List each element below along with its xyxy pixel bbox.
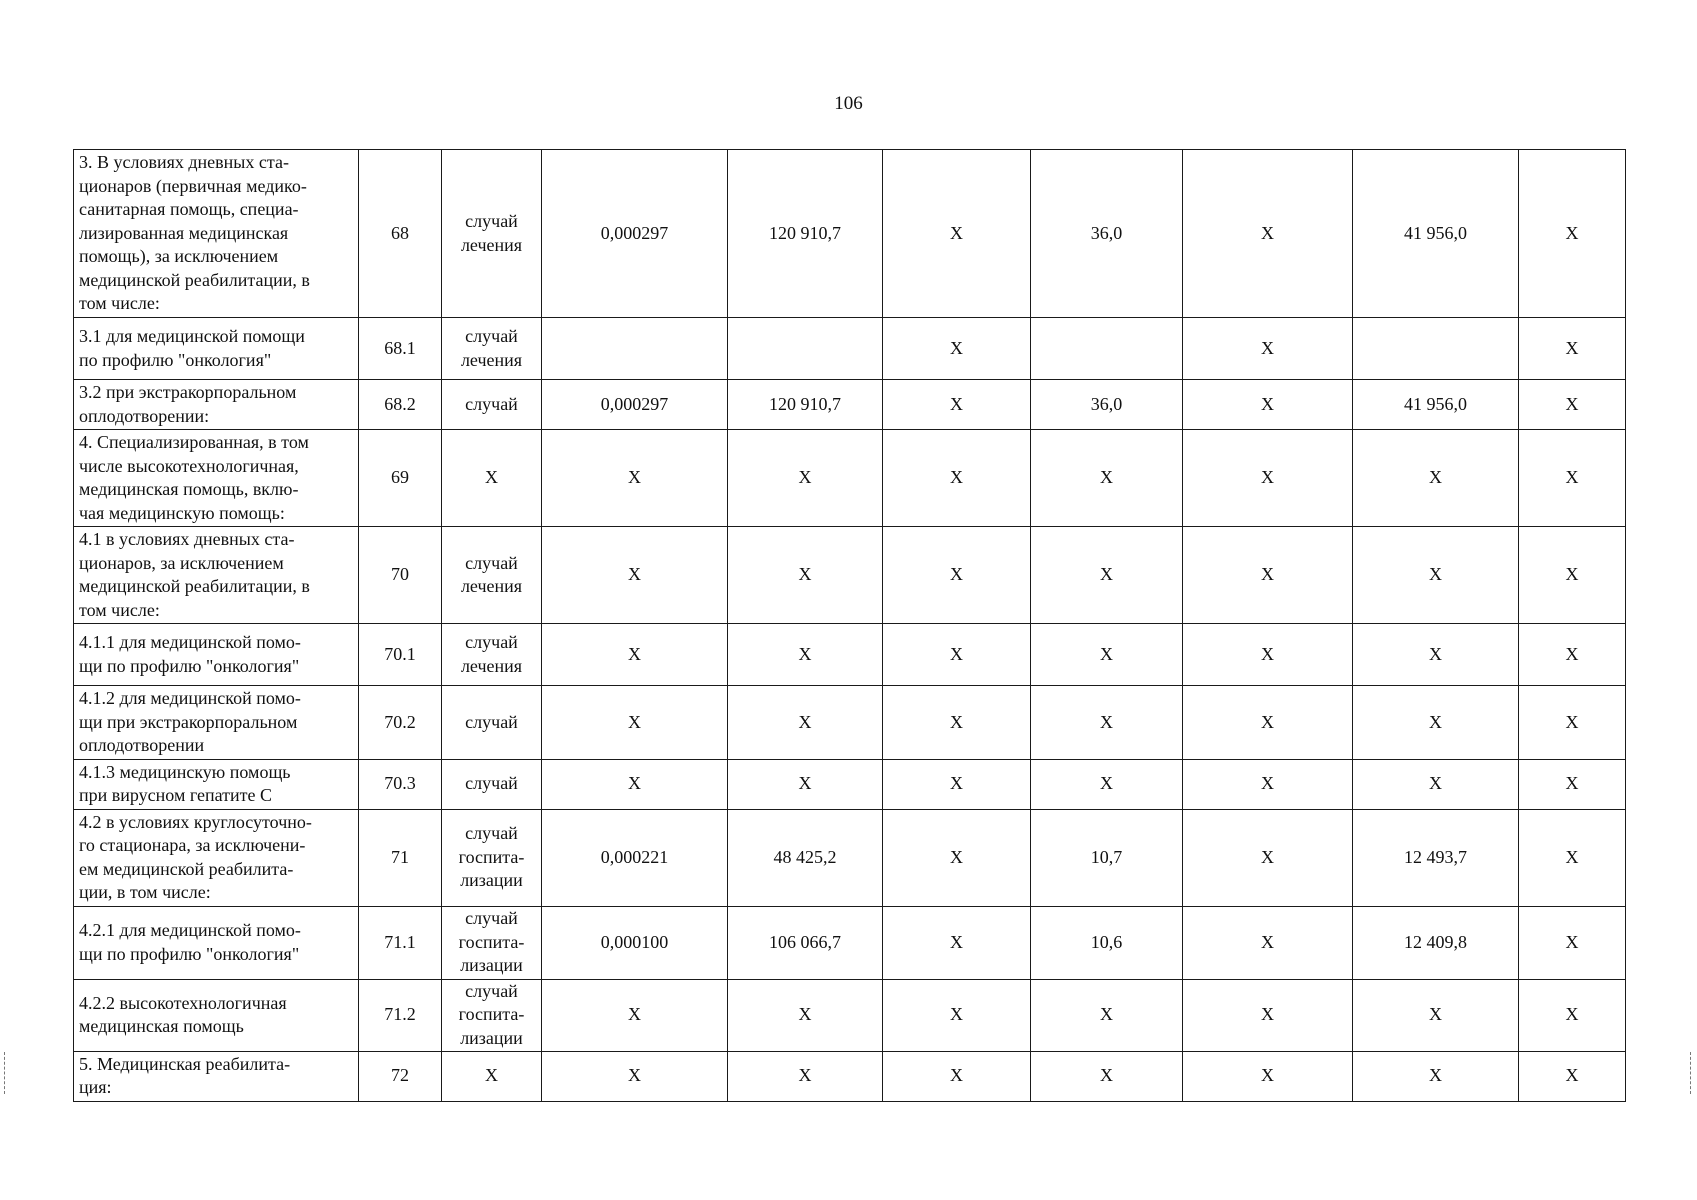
table-row (74, 759, 1626, 809)
cell-col-9: 41 956,0 (1353, 380, 1519, 430)
cell-code: 70.1 (359, 624, 442, 686)
table-row (74, 430, 1626, 527)
cell-unit: случай госпита- лизации (442, 906, 542, 979)
cell-col-5: X (728, 430, 883, 527)
cell-col-4: 0,000297 (542, 380, 728, 430)
cell-col-5: X (728, 686, 883, 760)
cell-name: 4. Специализированная, в том числе высокотехнологичная, медицинская помощь, вклю- чая медицинскую помощь: (74, 430, 359, 527)
cell-col-4: X (542, 527, 728, 624)
cell-col-6: X (883, 527, 1031, 624)
cell-col-5: 48 425,2 (728, 809, 883, 906)
cell-col-8: X (1183, 318, 1353, 380)
cell-unit: X (442, 1051, 542, 1101)
cell-unit: X (442, 430, 542, 527)
cell-col-9: X (1353, 759, 1519, 809)
cell-name: 4.1 в условиях дневных ста- ционаров, за исключением медицинской реабилитации, в том числе: (74, 527, 359, 624)
table-row (74, 150, 1626, 318)
cell-col-8: X (1183, 430, 1353, 527)
table-row (74, 809, 1626, 906)
cell-col-5: X (728, 527, 883, 624)
cell-name: 4.2.1 для медицинской помо- щи по профилю "онкология" (74, 906, 359, 979)
right-edge-mark (1690, 1052, 1693, 1094)
cell-col-5: 120 910,7 (728, 380, 883, 430)
cell-col-7: 36,0 (1031, 380, 1183, 430)
cell-col-5: 106 066,7 (728, 906, 883, 979)
cell-col-7: X (1031, 1051, 1183, 1101)
cell-col-7: X (1031, 624, 1183, 686)
cell-col-4: X (542, 1051, 728, 1101)
table-row (74, 380, 1626, 430)
cell-col-4: 0,000100 (542, 906, 728, 979)
table-row (74, 906, 1626, 979)
cell-code: 71.2 (359, 979, 442, 1051)
table-row (74, 318, 1626, 380)
cell-code: 71 (359, 809, 442, 906)
cell-code: 70 (359, 527, 442, 624)
cell-col-4: X (542, 979, 728, 1051)
cell-unit: случай госпита- лизации (442, 809, 542, 906)
cell-col-10: X (1519, 686, 1626, 760)
cell-col-8: X (1183, 979, 1353, 1051)
cell-code: 69 (359, 430, 442, 527)
cell-col-5: 120 910,7 (728, 150, 883, 318)
cell-col-9: X (1353, 430, 1519, 527)
cell-col-6: X (883, 686, 1031, 760)
cell-col-7: X (1031, 979, 1183, 1051)
cell-name: 4.1.2 для медицинской помо- щи при экстракорпоральном оплодотворении (74, 686, 359, 760)
cell-col-4: 0,000297 (542, 150, 728, 318)
cell-col-7: X (1031, 686, 1183, 760)
cell-col-8: X (1183, 759, 1353, 809)
cell-code: 68.2 (359, 380, 442, 430)
cell-col-9: X (1353, 624, 1519, 686)
cell-name: 4.2 в условиях круглосуточно- го стационара, за исключени- ем медицинской реабилита- ции, в том числе: (74, 809, 359, 906)
cell-col-4: X (542, 430, 728, 527)
cell-unit: случай лечения (442, 624, 542, 686)
cell-col-9: 12 493,7 (1353, 809, 1519, 906)
cell-col-9: 12 409,8 (1353, 906, 1519, 979)
cell-col-5: X (728, 759, 883, 809)
cell-code: 70.2 (359, 686, 442, 760)
cell-unit: случай госпита- лизации (442, 979, 542, 1051)
cell-col-7: 36,0 (1031, 150, 1183, 318)
cell-name: 3.2 при экстракорпоральном оплодотворении: (74, 380, 359, 430)
cell-col-10: X (1519, 759, 1626, 809)
cell-col-7: 10,7 (1031, 809, 1183, 906)
cell-col-4: X (542, 686, 728, 760)
cell-col-6: X (883, 380, 1031, 430)
cell-col-8: X (1183, 686, 1353, 760)
cell-col-6: X (883, 430, 1031, 527)
cell-col-7: X (1031, 759, 1183, 809)
cell-col-6: X (883, 906, 1031, 979)
cell-col-6: X (883, 979, 1031, 1051)
cell-col-6: X (883, 809, 1031, 906)
data-table (73, 149, 1626, 1102)
cell-unit: случай лечения (442, 527, 542, 624)
cell-code: 72 (359, 1051, 442, 1101)
cell-col-5 (728, 318, 883, 380)
cell-col-4: 0,000221 (542, 809, 728, 906)
cell-col-8: X (1183, 809, 1353, 906)
cell-col-7: 10,6 (1031, 906, 1183, 979)
cell-unit: случай (442, 380, 542, 430)
cell-col-7 (1031, 318, 1183, 380)
cell-col-9: 41 956,0 (1353, 150, 1519, 318)
cell-col-9: X (1353, 527, 1519, 624)
cell-col-5: X (728, 1051, 883, 1101)
cell-unit: случай лечения (442, 150, 542, 318)
cell-col-7: X (1031, 430, 1183, 527)
cell-col-9: X (1353, 686, 1519, 760)
cell-col-4 (542, 318, 728, 380)
cell-col-6: X (883, 318, 1031, 380)
table-body (74, 150, 1626, 1102)
cell-col-6: X (883, 1051, 1031, 1101)
cell-unit: случай лечения (442, 318, 542, 380)
cell-col-6: X (883, 150, 1031, 318)
table-row (74, 1051, 1626, 1101)
cell-name: 5. Медицинская реабилита- ция: (74, 1051, 359, 1101)
cell-col-8: X (1183, 150, 1353, 318)
cell-col-10: X (1519, 150, 1626, 318)
table-row (74, 979, 1626, 1051)
cell-col-9: X (1353, 1051, 1519, 1101)
cell-col-8: X (1183, 906, 1353, 979)
cell-code: 71.1 (359, 906, 442, 979)
cell-col-9 (1353, 318, 1519, 380)
cell-unit: случай (442, 686, 542, 760)
table-row (74, 686, 1626, 760)
cell-code: 68.1 (359, 318, 442, 380)
cell-name: 3.1 для медицинской помощи по профилю "онкология" (74, 318, 359, 380)
cell-code: 68 (359, 150, 442, 318)
cell-col-10: X (1519, 430, 1626, 527)
cell-code: 70.3 (359, 759, 442, 809)
cell-col-6: X (883, 759, 1031, 809)
cell-col-8: X (1183, 380, 1353, 430)
cell-name: 4.1.1 для медицинской помо- щи по профилю "онкология" (74, 624, 359, 686)
cell-col-10: X (1519, 906, 1626, 979)
cell-col-7: X (1031, 527, 1183, 624)
cell-col-10: X (1519, 624, 1626, 686)
cell-col-10: X (1519, 527, 1626, 624)
cell-name: 4.2.2 высокотехнологичная медицинская помощь (74, 979, 359, 1051)
cell-col-4: X (542, 759, 728, 809)
cell-col-10: X (1519, 318, 1626, 380)
cell-col-5: X (728, 624, 883, 686)
cell-name: 3. В условиях дневных ста- ционаров (первичная медико- санитарная помощь, специа- лизированная медицинская помощь), за исключением медицинской реабилитации, в том числе: (74, 150, 359, 318)
table-row (74, 624, 1626, 686)
cell-name: 4.1.3 медицинскую помощь при вирусном гепатите С (74, 759, 359, 809)
cell-col-8: X (1183, 527, 1353, 624)
cell-col-5: X (728, 979, 883, 1051)
left-edge-mark (4, 1052, 7, 1094)
cell-col-6: X (883, 624, 1031, 686)
cell-col-4: X (542, 624, 728, 686)
cell-col-10: X (1519, 809, 1626, 906)
page-number: 106 (834, 93, 863, 114)
cell-col-9: X (1353, 979, 1519, 1051)
cell-col-10: X (1519, 1051, 1626, 1101)
cell-col-10: X (1519, 380, 1626, 430)
cell-col-8: X (1183, 1051, 1353, 1101)
cell-col-10: X (1519, 979, 1626, 1051)
cell-col-8: X (1183, 624, 1353, 686)
table-row (74, 527, 1626, 624)
cell-unit: случай (442, 759, 542, 809)
